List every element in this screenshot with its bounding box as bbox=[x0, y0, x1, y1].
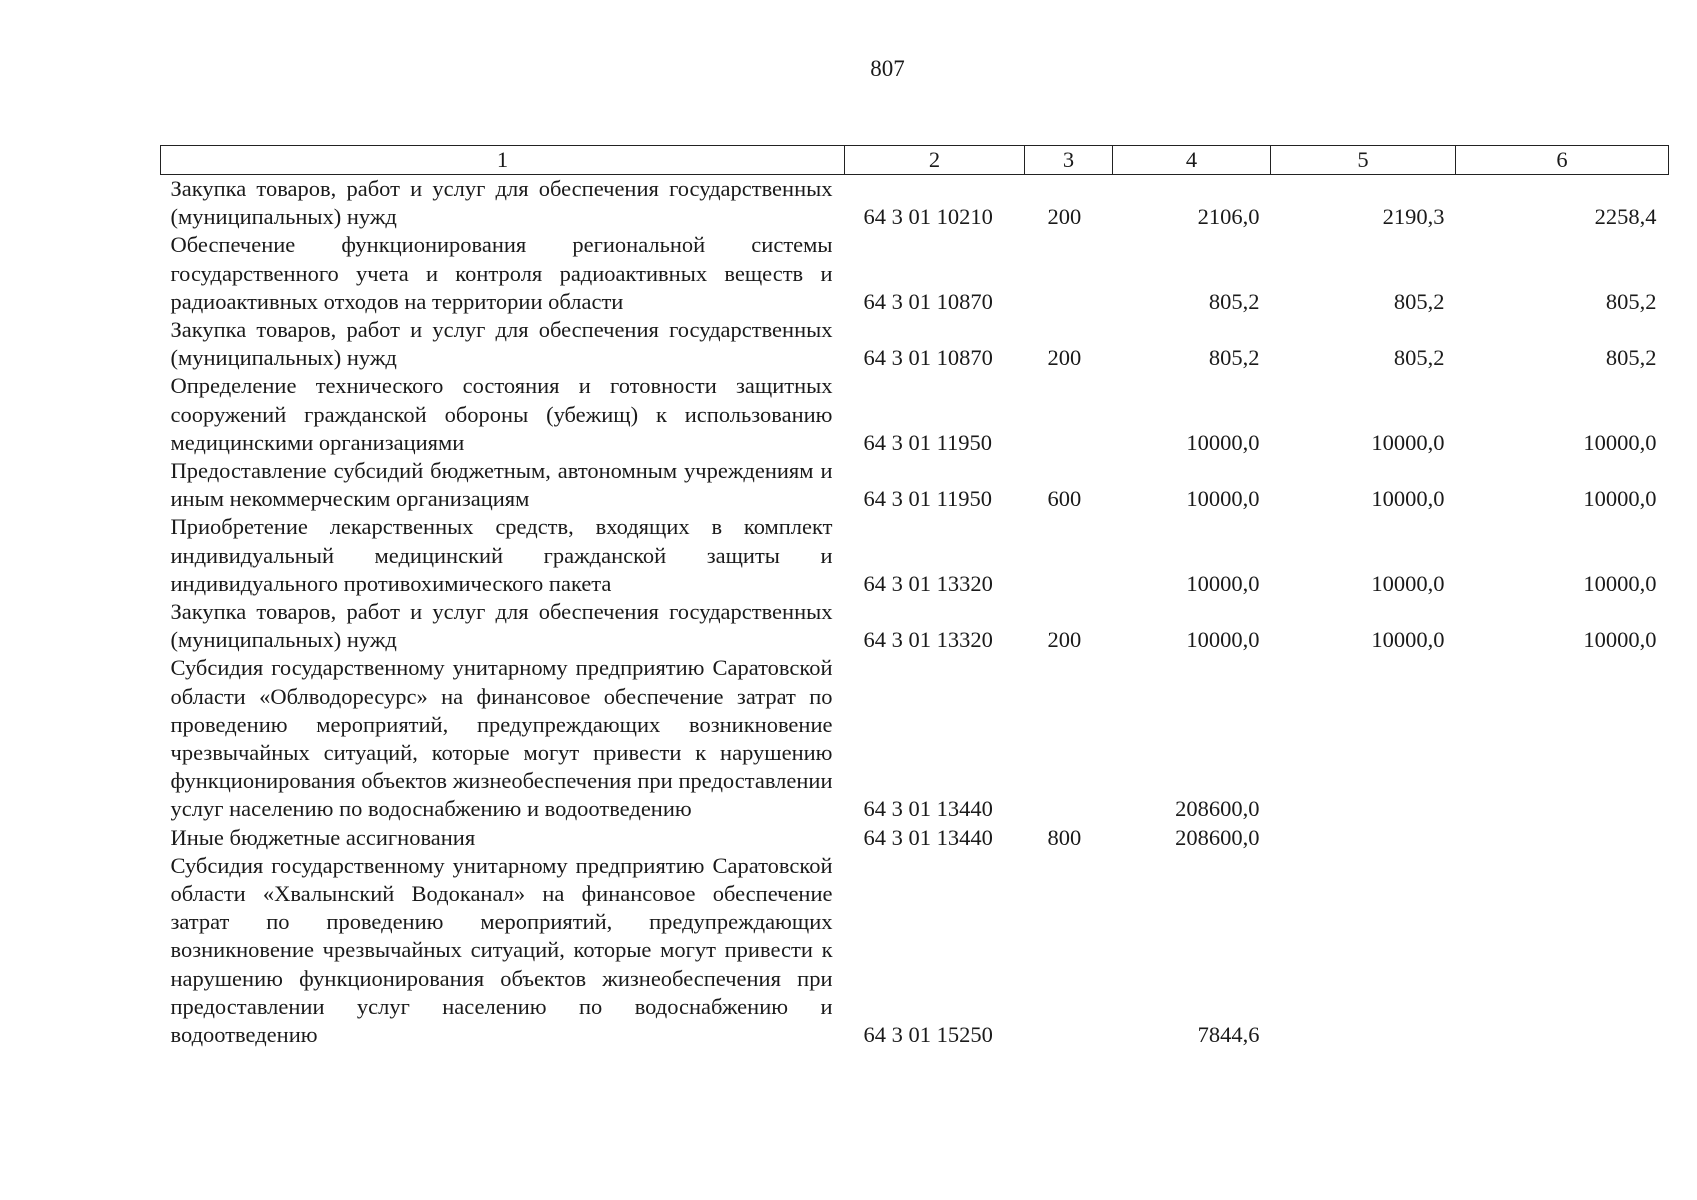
col-header-4: 4 bbox=[1113, 146, 1271, 175]
row-value-2: 2190,3 bbox=[1382, 204, 1445, 230]
row-name: Закупка товаров, работ и услуг для обеспечения государственных (муниципальных) нужд bbox=[170, 599, 833, 653]
row-name: Определение технического состояния и готовности защитных сооружений гражданской обороны (убежищ) к использованию медицинскими организациями bbox=[170, 373, 833, 455]
row-code: 64 3 01 11950 bbox=[863, 429, 993, 455]
row-value-2 bbox=[1271, 654, 1456, 823]
row-type: 200 bbox=[1047, 627, 1082, 653]
table-row bbox=[161, 598, 1669, 654]
row-value-1: 805,2 bbox=[1208, 288, 1260, 314]
row-value-2: 10000,0 bbox=[1371, 570, 1445, 596]
row-value-1: 208600,0 bbox=[1175, 796, 1260, 822]
table-row bbox=[161, 457, 1669, 513]
table-row bbox=[161, 852, 1669, 1049]
row-name: Иные бюджетные ассигнования bbox=[170, 824, 476, 850]
col-header-6: 6 bbox=[1456, 146, 1669, 175]
row-value-3: 10000,0 bbox=[1583, 486, 1657, 512]
row-name: Закупка товаров, работ и услуг для обеспечения государственных (муниципальных) нужд bbox=[170, 317, 833, 371]
col-header-5: 5 bbox=[1271, 146, 1456, 175]
row-value-2: 10000,0 bbox=[1371, 627, 1445, 653]
row-value-3: 10000,0 bbox=[1583, 627, 1657, 653]
row-value-2 bbox=[1271, 852, 1456, 1049]
row-code: 64 3 01 13320 bbox=[863, 570, 993, 596]
row-value-2: 10000,0 bbox=[1371, 486, 1445, 512]
row-type bbox=[1025, 513, 1113, 598]
row-value-1: 10000,0 bbox=[1186, 486, 1260, 512]
table-row bbox=[161, 231, 1669, 316]
row-type bbox=[1025, 654, 1113, 823]
row-name: Субсидия государственному унитарному предприятию Саратовской области «Хвалынский Водоканал» на финансовое обеспечение затрат по проведению мероприятий, предупреждающих возникновение чрезвычайных ситуаций, которые могут привести к нарушению функционирования объектов жизнеобеспечения при предоставлении услуг населению по водоснабжению и водоотведению bbox=[170, 852, 833, 1048]
row-name: Субсидия государственному унитарному предприятию Саратовской области «Облводоресурс» на финансовое обеспечение затрат по проведению мероприятий, предупреждающих возникновение чрезвычайных ситуаций, которые могут привести к нарушению функционирования объектов жизнеобеспечения при предоставлении услуг населению по водоснабжению и водоотведению bbox=[170, 655, 833, 822]
row-type: 600 bbox=[1047, 486, 1082, 512]
row-code: 64 3 01 13440 bbox=[863, 796, 993, 822]
row-value-3 bbox=[1456, 654, 1669, 823]
page-number: 807 bbox=[870, 56, 905, 81]
row-name: Предоставление субсидий бюджетным, автономным учреждениям и иным некоммерческим организациям bbox=[170, 458, 833, 512]
row-type: 200 bbox=[1047, 345, 1082, 371]
row-value-1: 10000,0 bbox=[1186, 570, 1260, 596]
row-value-3: 805,2 bbox=[1605, 345, 1657, 371]
header-row bbox=[161, 146, 1669, 175]
row-value-2: 10000,0 bbox=[1371, 429, 1445, 455]
row-value-2: 805,2 bbox=[1393, 345, 1445, 371]
col-header-3: 3 bbox=[1025, 146, 1113, 175]
table-row bbox=[161, 513, 1669, 598]
table-row bbox=[161, 654, 1669, 823]
row-code: 64 3 01 10210 bbox=[863, 204, 993, 230]
row-code: 64 3 01 10870 bbox=[863, 345, 993, 371]
row-code: 64 3 01 13440 bbox=[863, 824, 993, 850]
row-value-3 bbox=[1456, 852, 1669, 1049]
row-code: 64 3 01 15250 bbox=[863, 1022, 993, 1048]
row-value-1: 208600,0 bbox=[1175, 824, 1260, 850]
row-value-3: 10000,0 bbox=[1583, 570, 1657, 596]
table-row bbox=[161, 372, 1669, 457]
table-row bbox=[161, 316, 1669, 372]
row-name: Приобретение лекарственных средств, входящих в комплект индивидуальный медицинский гражданской защиты и индивидуального противохимического пакета bbox=[170, 514, 833, 596]
col-header-2: 2 bbox=[845, 146, 1025, 175]
row-value-1: 7844,6 bbox=[1197, 1022, 1260, 1048]
table-row bbox=[161, 824, 1669, 852]
col-header-1: 1 bbox=[161, 146, 845, 175]
row-value-1: 10000,0 bbox=[1186, 429, 1260, 455]
row-code: 64 3 01 11950 bbox=[863, 486, 993, 512]
row-value-1: 2106,0 bbox=[1197, 204, 1260, 230]
row-value-2: 805,2 bbox=[1393, 288, 1445, 314]
row-value-3 bbox=[1456, 824, 1669, 852]
row-type bbox=[1025, 231, 1113, 316]
row-value-3: 2258,4 bbox=[1594, 204, 1657, 230]
row-value-1: 805,2 bbox=[1208, 345, 1260, 371]
row-code: 64 3 01 10870 bbox=[863, 288, 993, 314]
row-type bbox=[1025, 372, 1113, 457]
row-name: Обеспечение функционирования региональной системы государственного учета и контроля радиоактивных веществ и радиоактивных отходов на территории области bbox=[170, 232, 833, 314]
row-value-3: 10000,0 bbox=[1583, 429, 1657, 455]
table-row bbox=[161, 175, 1669, 232]
row-type: 800 bbox=[1047, 824, 1082, 850]
row-code: 64 3 01 13320 bbox=[863, 627, 993, 653]
budget-table bbox=[160, 145, 1669, 1049]
row-name: Закупка товаров, работ и услуг для обеспечения государственных (муниципальных) нужд bbox=[170, 176, 833, 230]
row-value-2 bbox=[1271, 824, 1456, 852]
row-type bbox=[1025, 852, 1113, 1049]
row-value-3: 805,2 bbox=[1605, 288, 1657, 314]
row-type: 200 bbox=[1047, 204, 1082, 230]
row-value-1: 10000,0 bbox=[1186, 627, 1260, 653]
